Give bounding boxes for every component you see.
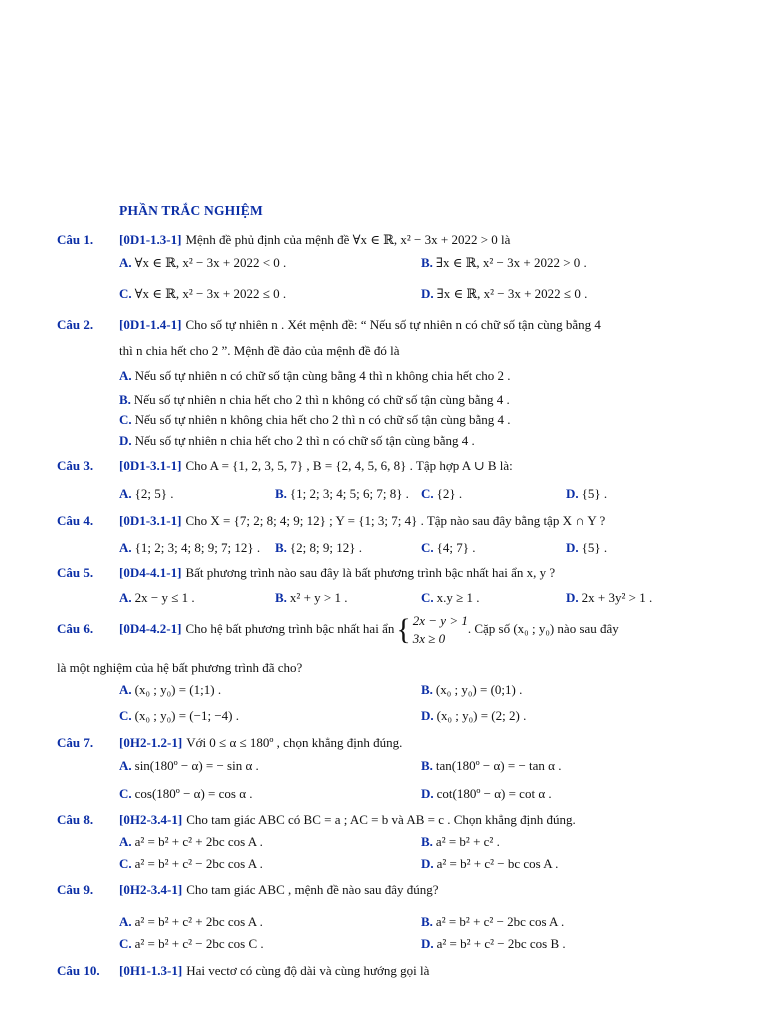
q7-option-a: A. sin(180º − α) = − sin α . [119,758,259,773]
q8-option-b: B. a² = b² + c² . [421,834,500,849]
q5-option-c: C. x.y ≥ 1 . [421,590,480,605]
section-title: PHẦN TRẮC NGHIỆM [119,203,263,218]
question-6-text-cont: là một nghiệm của hệ bất phương trình đã cho? [57,660,303,675]
q1-option-d: D. ∃x ∈ ℝ, x² − 3x + 2022 ≤ 0 . [421,286,588,301]
q3-option-b: B. {1; 2; 3; 4; 5; 6; 7; 8} . [275,486,409,501]
q9-option-d: D. a² = b² + c² − 2bc cos B . [421,936,566,951]
question-1-text: Mệnh đề phủ định của mệnh đề ∀x ∈ ℝ, x² − 3x + 2022 > 0 là [185,232,511,247]
q8-option-a: A. a² = b² + c² + 2bc cos A . [119,834,263,849]
q7-option-c: C. cos(180º − α) = cos α . [119,786,253,801]
q9-option-c: C. a² = b² + c² − 2bc cos C . [119,936,264,951]
q7-option-d: D. cot(180º − α) = cot α . [421,786,552,801]
q2-option-c: C. Nếu số tự nhiên n không chia hết cho 2 thì n có chữ số tận cùng bằng 4 . [119,412,511,427]
q4-option-a: A. {1; 2; 3; 4; 8; 9; 7; 12} . [119,540,261,555]
q8-option-c: C. a² = b² + c² − 2bc cos A . [119,856,263,871]
q3-option-d: D. {5} . [566,486,608,501]
question-2: Câu 2. [0D1-1.4-1] Cho số tự nhiên n . Xét mệnh đề: “ Nếu số tự nhiên n có chữ số tận cùng bằng 4 [57,317,601,332]
q5-option-d: D. 2x + 3y² > 1 . [566,590,653,605]
q2-option-b: B. Nếu số tự nhiên n chia hết cho 2 thì n không có chữ số tận cùng bằng 4 . [119,392,510,407]
q2-option-a: A. Nếu số tự nhiên n có chữ số tận cùng bằng 4 thì n không chia hết cho 2 . [119,368,511,383]
q9-option-b: B. a² = b² + c² − 2bc cos A . [421,914,565,929]
question-9: Câu 9. [0H2-3.4-1] Cho tam giác ABC , mệnh đề nào sau đây đúng? [57,882,439,897]
question-8: Câu 8. [0H2-3.4-1] Cho tam giác ABC có BC = a ; AC = b và AB = c . Chọn khẳng định đúng. [57,812,576,827]
q5-option-b: B. x² + y > 1 . [275,590,348,605]
q4-option-d: D. {5} . [566,540,608,555]
question-4: Câu 4. [0D1-3.1-1] Cho X = {7; 2; 8; 4; 9; 12} ; Y = {1; 3; 7; 4} . Tập nào sau đây bằng tập X ∩ Y ? [57,513,606,528]
q2-option-d: D. Nếu số tự nhiên n chia hết cho 2 thì n có chữ số tận cùng bằng 4 . [119,433,475,448]
q1-option-a: A. ∀x ∈ ℝ, x² − 3x + 2022 < 0 . [119,255,287,270]
question-6: Câu 6. [0D4-4.2-1] Cho hệ bất phương trình bậc nhất hai ẩn{ 2x − y > 1 3x ≥ 0. Cặp số (x₀ ; y₀) nào sau đây [57,613,619,646]
q9-option-a: A. a² = b² + c² + 2bc cos A . [119,914,263,929]
question-10: Câu 10. [0H1-1.3-1] Hai vectơ có cùng độ dài và cùng hướng gọi là [57,963,430,978]
question-1: Câu 1. [0D1-1.3-1] Mệnh đề phủ định của mệnh đề ∀x ∈ ℝ, x² − 3x + 2022 > 0 là [57,232,511,247]
q5-option-a: A. 2x − y ≤ 1 . [119,590,195,605]
q7-option-b: B. tan(180º − α) = − tan α . [421,758,562,773]
q1-option-c: C. ∀x ∈ ℝ, x² − 3x + 2022 ≤ 0 . [119,286,287,301]
question-7: Câu 7. [0H2-1.2-1] Với 0 ≤ α ≤ 180º , chọn khẳng định đúng. [57,735,403,750]
q4-option-c: C. {4; 7} . [421,540,476,555]
q6-option-c: C. (x₀ ; y₀) = (−1; −4) . [119,708,239,723]
q4-option-b: B. {2; 8; 9; 12} . [275,540,362,555]
q8-option-d: D. a² = b² + c² − bc cos A . [421,856,559,871]
system-brace: { [396,613,411,646]
question-2-text-cont: thì n chia hết cho 2 ”. Mệnh đề đảo của mệnh đề đó là [119,343,400,358]
inequality-system: 2x − y > 1 3x ≥ 0 [412,613,468,646]
q1-option-b: B. ∃x ∈ ℝ, x² − 3x + 2022 > 0 . [421,255,587,270]
q6-option-a: A. (x₀ ; y₀) = (1;1) . [119,682,222,697]
question-3: Câu 3. [0D1-3.1-1] Cho A = {1, 2, 3, 5, 7} , B = {2, 4, 5, 6, 8} . Tập hợp A ∪ B là: [57,458,513,473]
question-5: Câu 5. [0D4-4.1-1] Bất phương trình nào sau đây là bất phương trình bậc nhất hai ẩn x, y ? [57,565,556,580]
q6-option-b: B. (x₀ ; y₀) = (0;1) . [421,682,523,697]
q6-option-d: D. (x₀ ; y₀) = (2; 2) . [421,708,527,723]
q3-option-a: A. {2; 5} . [119,486,174,501]
q3-option-c: C. {2} . [421,486,463,501]
